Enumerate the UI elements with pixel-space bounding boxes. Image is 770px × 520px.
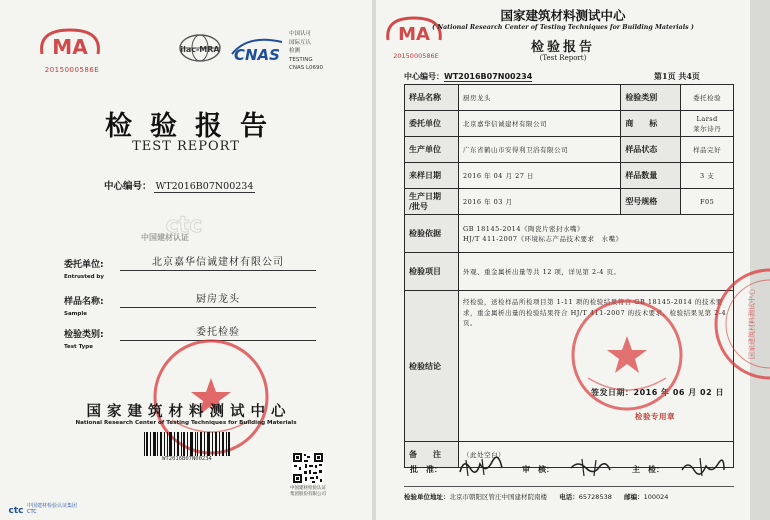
cnas-logo-icon xyxy=(228,32,286,68)
table-row: 来样日期 2016 年 04 月 27 日 样品数量 3 支 xyxy=(405,163,734,189)
svg-text:MA: MA xyxy=(52,35,88,59)
svg-text:CNAS: CNAS xyxy=(234,46,280,64)
report-cover-page: MA 2015000586E ilac-MRA CNAS 中国认可 国际互认 检测 TESTING CNAS L0690 检验报告 TEST REPORT 中心编号： WT2016B07N00234 ctc 中国建材认证 委托单位: Entrusted by 北京嘉华信诚建材有限公司 样品名称: Sample 厨房龙头 检验类别: Test Type 委托检验 国家建筑材料测试中心 National Research Center of Testing Techniques for Building Materials WT2016B07N00234 中国建材检验认证 集团股份有限公司 ctc 中国建材检验认证集团 CTC xyxy=(0,0,372,520)
test-seal-label: 检验专用章 xyxy=(635,412,675,421)
side-red-seal-icon xyxy=(730,264,770,384)
page-number: 第1页 共4页 xyxy=(654,71,700,81)
review-label: 审 核： xyxy=(522,465,554,474)
svg-text:MA: MA xyxy=(398,24,430,45)
table-row: 检验结论 经检验，送检样品所检项目第 1-11 项的检验结果符合 GB 18145-2014 的技术要求，重金属析出量的检验结果符合 HJ/T 411-2007 的技术要求。检验结果见第 2-4 页。 签发日期：2016 年 06 月 02 日 检验专用章 xyxy=(405,291,734,442)
lab-address-row: 检验单位地址：北京市朝阳区管庄中国建材院南楼 电话：65728538 邮编：100024 xyxy=(404,493,669,501)
conclusion-text: 经检验，送检样品所检项目第 1-11 项的检验结果符合 GB 18145-2014 的技术要求，重金属析出量的检验结果符合 HJ/T 411-2007 的技术要求。检验结果见第 2-4 页。 xyxy=(463,298,727,327)
ctc-logo-icon xyxy=(8,503,24,515)
main-tester-label: 主 检： xyxy=(632,465,664,474)
qr-code-icon[interactable] xyxy=(292,452,324,484)
table-row: 检验依据 GB 18145-2014《陶瓷片密封水嘴》 HJ/T 411-2007《环境标志产品技术要求 水嘴》 xyxy=(405,215,734,253)
cnas-accreditation-text: 中国认可 国际互认 检测 TESTING CNAS L0690 xyxy=(289,31,324,71)
svg-text:ctc: ctc xyxy=(8,506,24,516)
barcode-number: WT2016B07N00234 xyxy=(162,456,212,462)
report-title-en: TEST REPORT xyxy=(132,139,240,154)
issuing-org-cn: 国家建筑材料测试中心 xyxy=(86,403,292,420)
ctc-watermark-text: 中国建材认证 xyxy=(141,233,189,242)
report-detail-page xyxy=(376,0,756,520)
table-row: 检验项目 外观、重金属析出量等共 12 项，详见第 2-4 页。 xyxy=(405,253,734,291)
issuing-org-en: National Research Center of Testing Techniques for Building Materials xyxy=(75,420,297,426)
ctc-group-text: 中国建材检验认证集团 CTC xyxy=(27,503,78,515)
issuing-org-en: ( National Research Center of Testing Techniques for Building Materials ) xyxy=(432,24,694,31)
approver-signature-icon xyxy=(456,456,504,478)
issue-date: 签发日期：2016 年 06 月 02 日 xyxy=(591,388,724,397)
divider xyxy=(404,486,734,487)
approve-label: 批 准： xyxy=(410,465,442,474)
cma-logo-icon xyxy=(34,24,106,64)
table-row: 备 注 （此处空白） xyxy=(405,442,734,468)
center-number: 中心编号： WT2016B07N00234 xyxy=(104,181,254,192)
reviewer-signature-icon xyxy=(568,456,612,478)
report-title-en: (Test Report) xyxy=(539,54,587,62)
table-row: 生产单位 广东省鹤山市安得利卫浴有限公司 样品状态 样品完好 xyxy=(405,137,734,163)
table-row: 委托单位 北京嘉华信诚建材有限公司 商 标 Larsd 莱尔诗丹 xyxy=(405,111,734,137)
report-title-cn: 检验报告 xyxy=(105,111,285,142)
center-number: 中心编号：WT2016B07N00234 xyxy=(404,72,533,81)
svg-text:国家建筑材料测试中心: 国家建筑材料测试中心 xyxy=(748,289,756,359)
cma-code: 2015000586E xyxy=(44,66,100,74)
official-red-seal-icon xyxy=(568,296,686,414)
report-title-cn: 检验报告 xyxy=(530,40,595,55)
table-row: 生产日期 /批号 2016 年 03 月 型号规格 F05 xyxy=(405,189,734,215)
svg-text:ctc: ctc xyxy=(165,213,203,238)
tester-signature-icon xyxy=(680,456,726,478)
issuing-org-cn: 国家建筑材料测试中心 xyxy=(500,8,626,23)
barcode-icon xyxy=(142,432,232,456)
qr-code-caption: 中国建材检验认证 集团股份有限公司 xyxy=(290,486,326,497)
cma-code: 2015000586E xyxy=(393,52,439,60)
svg-text:ilac-MRA: ilac-MRA xyxy=(180,45,220,54)
table-row: 样品名称 厨房龙头 检验类别 委托检验 xyxy=(405,85,734,111)
ilac-mra-logo-icon xyxy=(176,30,224,70)
